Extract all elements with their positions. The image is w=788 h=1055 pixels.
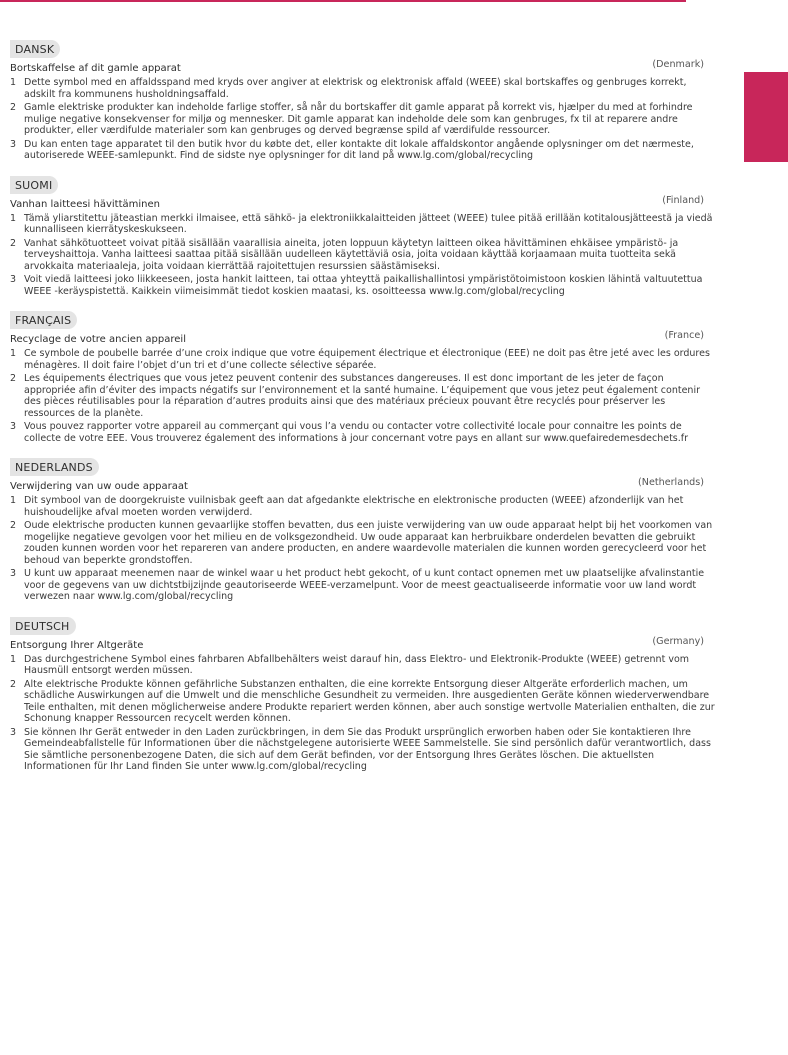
language-badge: NEDERLANDS	[10, 458, 99, 476]
top-accent-rule	[0, 0, 686, 2]
list-item: 3 Du kan enten tage apparatet til den butik hvor du købte det, eller kontakte dit lokale affaldskontor angående oplysninger om det nærmeste, autoriserede WEEE-samlepunkt. Find de sidste nye oplysninger for dit land på www.lg.com/global/recycling	[10, 138, 694, 161]
language-badge: SUOMI	[10, 176, 58, 194]
list-item: 1 Das durchgestrichene Symbol eines fahrbaren Abfallbehälters weist darauf hin, dass Elektro- und Elektronik-Produkte (WEEE) getrennt vom Hausmüll entsorgt werden müssen.	[10, 653, 690, 676]
section-nederlands	[10, 456, 716, 603]
list-item: 3 U kunt uw apparaat meenemen naar de winkel waar u het product hebt gekocht, of u kunt contact opnemen met uw plaatselijke afvalinstantie voor de gegevens van uw dichtstbijzijnde geautoriseerde WEEE-verzamelpunt. Voor de meest geactualiseerde informatie voor uw land wordt verwezen naar www.lg.com/global/recycling	[10, 568, 705, 602]
list-item: 2 Vanhat sähkötuotteet voivat pitää sisällään vaarallisia aineita, joten loppuun käytetyn laitteen oikea hävittäminen ehkäisee ympäristö- ja terveyshaittoja. Vanha laitteesi saattaa pitää sisällään uudelleen käytettäviä osia, joita voidaan käyttää korjaamaan muita tuotteita sekä arvokkaita materiaaleja, joita voidaan kierrättää rajoitettujen resurssien säästämiseksi.	[10, 237, 679, 272]
country-label: (Netherlands)	[638, 477, 704, 488]
instruction-list	[10, 77, 716, 162]
country-label: (France)	[664, 330, 704, 341]
section-heading: Bortskaffelse af dit gamle apparat	[10, 63, 181, 74]
section-heading: Recyclage de votre ancien appareil	[10, 334, 186, 345]
list-item: 3 Sie können Ihr Gerät entweder in den Laden zurückbringen, in dem Sie das Produkt ursprünglich erworben haben oder Sie kontaktieren Ihre Gemeindeabfallstelle für Informationen über die nächstgelegene autorisierte WEEE Sammelstelle. Sie sind persönlich dafür verantwortlich, dass Sie sämtliche personenbezogene Daten, die sich auf dem Gerät befinden, vor der Entsorgung Ihres Gerätes löschen. Die aktuellsten Informationen für Ihr Land finden Sie unter www.lg.com/global/recycling	[10, 726, 711, 772]
list-item: 3 Vous pouvez rapporter votre appareil au commerçant qui vous l’a vendu ou contacter votre collectivité locale pour connaitre les points de collecte de votre EEE. Vous trouverez également des informations à jour concernant votre pays en allant sur www.quefairedemesdechets.fr	[10, 421, 689, 444]
section-heading: Vanhan laitteesi hävittäminen	[10, 198, 160, 210]
section-heading: Verwijdering van uw oude apparaat	[10, 481, 188, 492]
list-item: 1 Dette symbol med en affaldsspand med kryds over angiver at elektrisk og elektronisk affald (WEEE) skal bortskaffes og genbruges korrekt, adskilt fra kommunens husholdningsaffald.	[10, 77, 687, 100]
country-label: (Germany)	[652, 635, 704, 647]
section-heading: Entsorgung Ihrer Altgeräte	[10, 639, 144, 651]
recycling-document	[10, 38, 716, 785]
list-item: 2 Alte elektrische Produkte können gefährliche Substanzen enthalten, die eine korrekte Entsorgung dieser Altgeräte erforderlich machen, um schädliche Auswirkungen auf die Umwelt und die menschliche Gesundheit zu vermeiden. Ihre ausgedienten Geräte können wiederverwendbare Teile enthalten, mit denen möglicherweise andere Produkte repariert werden können, aber auch sonstige wertvolle Materialien enthalten, die zur Schonung knapper Ressourcen recycelt werden können.	[10, 678, 715, 724]
language-badge: DANSK	[10, 40, 60, 58]
section-suomi	[10, 174, 716, 298]
list-item: 1 Ce symbole de poubelle barrée d’une croix indique que votre équipement électrique et électronique (EEE) ne doit pas être jeté avec les ordures ménagères. Il doit faire l’objet d’un tri et d’une collecte sélective séparée.	[10, 348, 710, 371]
instruction-list	[10, 654, 716, 773]
list-item: 2 Gamle elektriske produkter kan indeholde farlige stoffer, så når du bortskaffer dit gamle apparat på korrekt vis, hjælper du med at forhindre mulige negative konsekvenser for miljø og mennesker. Dit gamle apparat kan indeholde dele som kan genbruges, fx til at reparere andre produkter, eller værdifulde materialer som kan genbruges og derved begrænse spild af værdifulde ressourcer.	[10, 102, 693, 136]
country-label: (Finland)	[662, 194, 704, 206]
section-francais	[10, 309, 716, 444]
language-badge: FRANÇAIS	[10, 311, 77, 329]
list-item: 2 Les équipements électriques que vous jetez peuvent contenir des substances dangereuses. Il est donc important de les jeter de façon appropriée afin d’éviter des impacts négatifs sur l’environnement et la santé humaine. L’équipement que vous jetez peut également contenir des pièces réutilisables pour la réparation d’autres produits ainsi que des matériaux précieux pouvant être recyclés pour préserver les ressources de la planète.	[10, 373, 700, 419]
instruction-list	[10, 495, 716, 603]
list-item: 1 Tämä yliarstitettu jäteastian merkki ilmaisee, että sähkö- ja elektroniikkalaitteiden jätteet (WEEE) tulee pitää erillään kotitalousjätteestä ja viedä kunnalliseen kierrätyskeskukseen.	[10, 212, 713, 235]
list-item: 2 Oude elektrische producten kunnen gevaarlijke stoffen bevatten, dus een juiste verwijdering van uw oude apparaat helpt bij het voorkomen van mogelijke negatieve gevolgen voor het milieu en de volksgezondheid. Uw oude apparaat kan herbruikbare onderdelen bevatten die gebruikt zouden kunnen worden voor het repareren van andere producten, en andere waardevolle materialen die kunnen worden gerecycleerd voor het behoud van beperkte grondstoffen.	[10, 520, 713, 566]
list-item: 1 Dit symbool van de doorgekruiste vuilnisbak geeft aan dat afgedankte elektrische en elektronische producten (WEEE) afzonderlijk van het huishoudelijke afval moeten worden verwijderd.	[10, 495, 684, 518]
language-badge: DEUTSCH	[10, 617, 76, 635]
section-deutsch	[10, 615, 716, 773]
country-label: (Denmark)	[652, 59, 704, 70]
instruction-list	[10, 348, 716, 444]
instruction-list	[10, 213, 716, 298]
list-item: 3 Voit viedä laitteesi joko liikkeeseen, josta hankit laitteen, tai ottaa yhteyttä paikallishallintosi ympäristötoimistoon koskien lähintä valtuutettua WEEE -keräyspistettä. Kaikkein viimeisimmät tiedot koskien maatasi, ks. osoitteessa www.lg.com/global/recycling	[10, 274, 703, 297]
section-dansk	[10, 38, 716, 162]
side-color-tab	[744, 72, 788, 162]
